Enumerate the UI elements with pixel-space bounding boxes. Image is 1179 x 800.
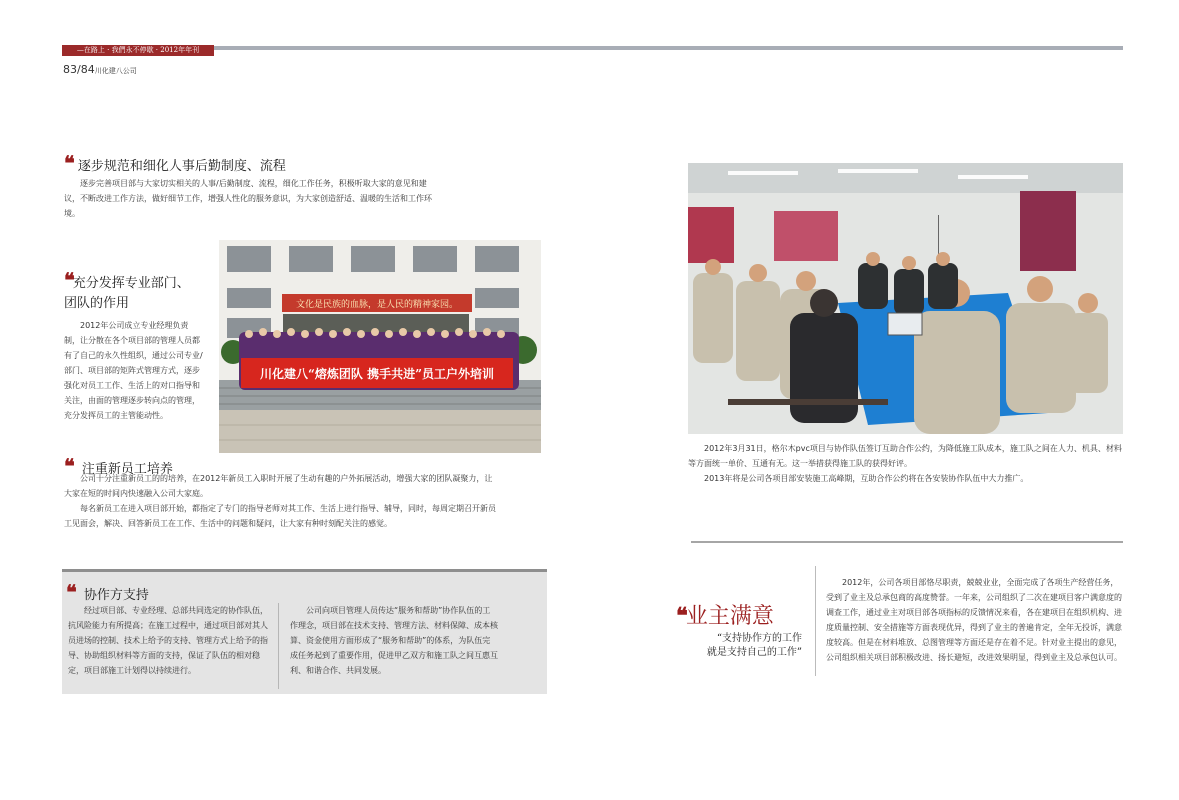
- paragraph: 逐步完善项目部与大家切实相关的人事/后勤制度、流程，细化工作任务，积极听取大家的意见和建议，不断改进工作方法，做好细节工作，增强人性化的服务意识，为大家创造舒适、温暖的生活和工作环境。: [64, 179, 432, 218]
- section-team-heading: [64, 268, 214, 312]
- paragraph-1: 公司十分注重新员工的的培养，在2012年新员工入职时开展了生动有趣的户外拓展活动，增强大家的团队凝聚力，让大家在短的时间内快速融入公司大家庭。: [64, 474, 493, 498]
- photo-caption: [688, 441, 1124, 486]
- section-title-line1: 充分发挥专业部门、: [72, 276, 190, 291]
- caption-paragraph-2: 2013年将是公司各项目部安装施工高峰期，互助合作公约将在各安装协作队伍中大力推广。: [704, 474, 1029, 483]
- partner-column-1: [68, 603, 272, 678]
- section-divider: [691, 541, 1123, 543]
- section-new-staff-body: [64, 471, 496, 531]
- owner-satisfaction-title: [676, 603, 774, 630]
- column-divider: [278, 603, 279, 689]
- section-title: 逐步规范和细化人事后勤制度、流程: [77, 159, 286, 174]
- section-partner-heading: [66, 580, 149, 604]
- owner-vertical-rule: [815, 566, 816, 676]
- quote-mark-icon: ❝: [64, 268, 73, 292]
- section-personnel-heading: [64, 151, 286, 175]
- contract-signing-photo: [688, 163, 1123, 434]
- paragraph: 2012年，公司各项目部恪尽职责，兢兢业业，全面完成了各项生产经营任务，受到了业主及总承包商的高度赞誉。一年来，公司组织了二次在建项目客户满意度的调查工作，通过业主对项目部各项指标的反馈情况来看，各在建项目在组织机构、进度质量控制、安全措施等方面表现优异，得到了业主的普遍肯定，全年无投诉，满意度较高。但是在材料堆放、总图管理等方面还是存在着不足。针对业主提出的意见，公司组织相关项目部积极改进、扬长避短，改进效果明显，得到业主及总承包认可。: [826, 578, 1122, 662]
- partner-column-2: [290, 603, 498, 678]
- building-banner-text: 文化是民族的血脉，是人民的精神家园。: [295, 300, 459, 310]
- header-rule: [214, 46, 1123, 50]
- section-team-body: [64, 318, 204, 423]
- owner-subtitle-line2: 就是支持自己的工作”: [706, 647, 802, 658]
- contract-signing-illustration: [688, 163, 1123, 434]
- section-title: 协作方支持: [83, 588, 149, 603]
- paragraph-2: 每名新员工在进入项目部开始，都指定了专门的指导老师对其工作、生活上进行指导、辅导，同时，每周定期召开新员工见面会，解决、回答新员工在工作、生活中的问题和疑问，让大家有种时刻配关注的感觉。: [64, 504, 496, 528]
- owner-satisfaction-body: [826, 575, 1124, 665]
- owner-subtitle-line1: “支持协作方的工作: [716, 633, 802, 644]
- owner-title-text: 业主满意: [685, 604, 774, 629]
- group-banner-text: 川化建八“熔炼团队 携手共进”员工户外培训: [260, 367, 494, 381]
- company-name: 川化建八公司: [94, 67, 137, 75]
- caption-paragraph-1: 2012年3月31日，格尔木pvc项目与协作队伍签订互助合作公约，为降低施工队成本，施工队之间在人力、机具、材料等方面统一单价、互通有无。这一举措获得施工队的获得好评。: [688, 444, 1122, 468]
- group-training-illustration: [219, 240, 541, 453]
- owner-subtitle: [690, 632, 802, 660]
- quote-mark-icon: ❝: [66, 580, 75, 604]
- paragraph: 2012年公司成立专业经理负责制，让分散在各个项目部的管理人员都有了自己的永久性组织，通过公司专业/部门、项目部的矩阵式管理方式，逐步强化对员工工作、生活上的对口指导和关注，由面的管理逐步转向点的管理，充分发挥员工的主管能动性。: [64, 321, 203, 420]
- paragraph: 公司向项目管理人员传达“服务和帮助”协作队伍的工作理念，项目部在技术支持、管理方法、材料保障、成本核算、资金使用方面形成了“服务和帮助”的体系，为队伍完成任务起到了重要作用，促进甲乙双方和施工队之间互惠互利、和谐合作、共同发展。: [290, 606, 498, 675]
- quote-mark-icon: ❝: [64, 454, 73, 478]
- page-number: [63, 63, 137, 76]
- section-personnel-body: [64, 176, 432, 221]
- paragraph: 经过项目部、专业经理、总部共同选定的协作队伍，抗风险能力有所提高；在施工过程中，通过项目部对其人员进场的控制、技术上给予的支持、管理方式上给予的指导、协助组织材料等方面的支持，保证了队伍的相对稳定，项目部施工计划得以持续进行。: [68, 606, 268, 675]
- partner-support-panel: [62, 569, 547, 694]
- section-title: 注重新员工培养: [81, 462, 173, 477]
- quote-mark-icon: ❝: [64, 151, 73, 175]
- page-numbers: 83/84: [63, 63, 95, 76]
- quote-mark-icon: ❝: [676, 603, 686, 629]
- group-training-photo: [219, 240, 541, 453]
- header-tag: —在路上 · 我們永不停歇 · 2012年年刊: [62, 45, 214, 56]
- section-title-line2: 团队的作用: [64, 296, 130, 311]
